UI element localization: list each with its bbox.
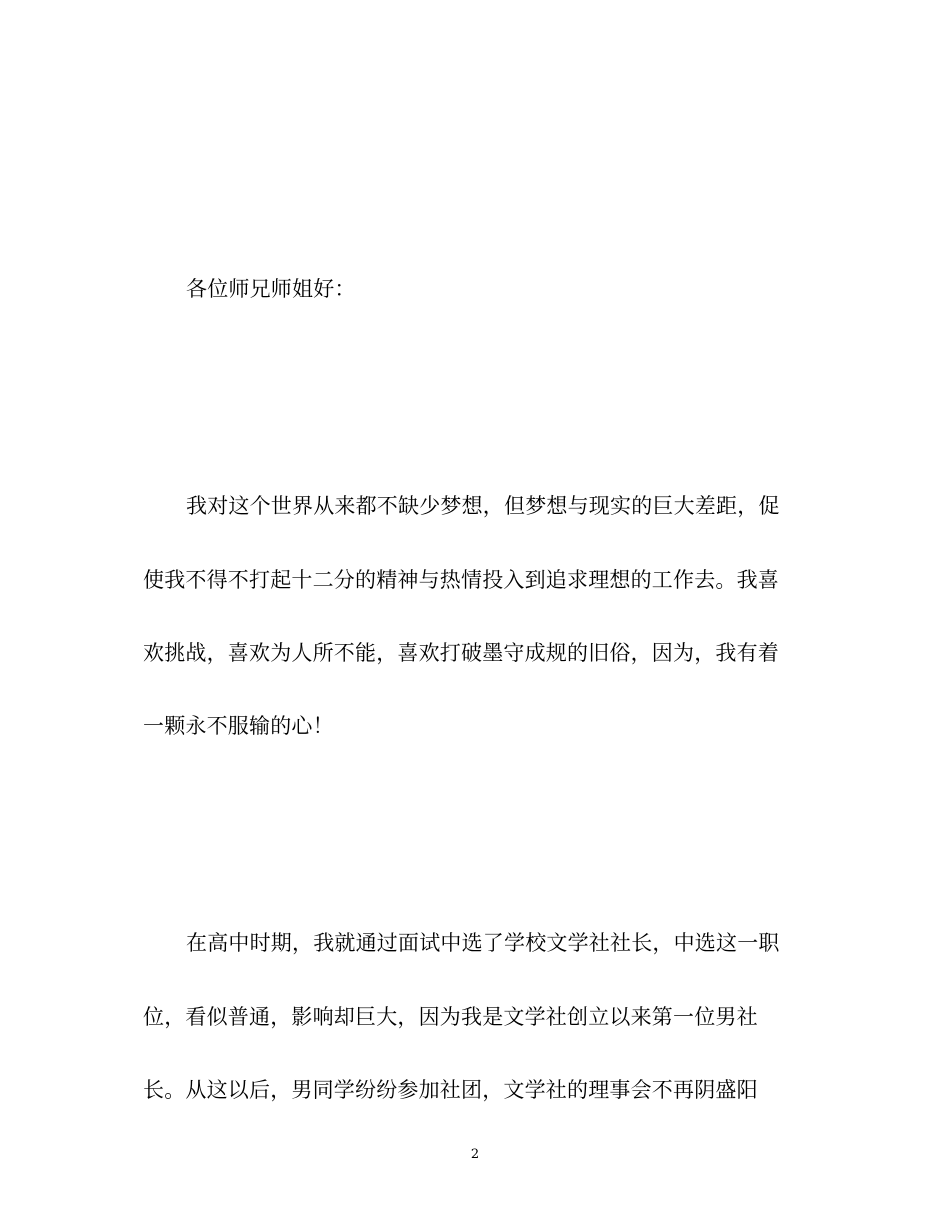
paragraph-1-line-2: 使我不得不打起十二分的精神与热情投入到追求理想的工作去。我喜: [143, 568, 779, 592]
page-number: 2: [470, 1147, 480, 1162]
paragraph-1-line-4: 一颗永不服输的心！: [143, 714, 334, 738]
salutation: 各位师兄师姐好：: [186, 277, 356, 301]
paragraph-1-line-1: 我对这个世界从来都不缺少梦想，但梦想与现实的巨大差距，促: [186, 494, 780, 518]
paragraph-2-line-2: 位，看似普通，影响却巨大，因为我是文学社创立以来第一位男社: [143, 1005, 758, 1029]
paragraph-1-line-3: 欢挑战，喜欢为人所不能，喜欢打破墨守成规的旧俗，因为，我有着: [143, 641, 779, 665]
paragraph-2-line-1: 在高中时期，我就通过面试中选了学校文学社社长，中选这一职: [186, 931, 780, 955]
paragraph-2-line-3: 长。从这以后，男同学纷纷参加社团，文学社的理事会不再阴盛阳: [143, 1078, 758, 1102]
